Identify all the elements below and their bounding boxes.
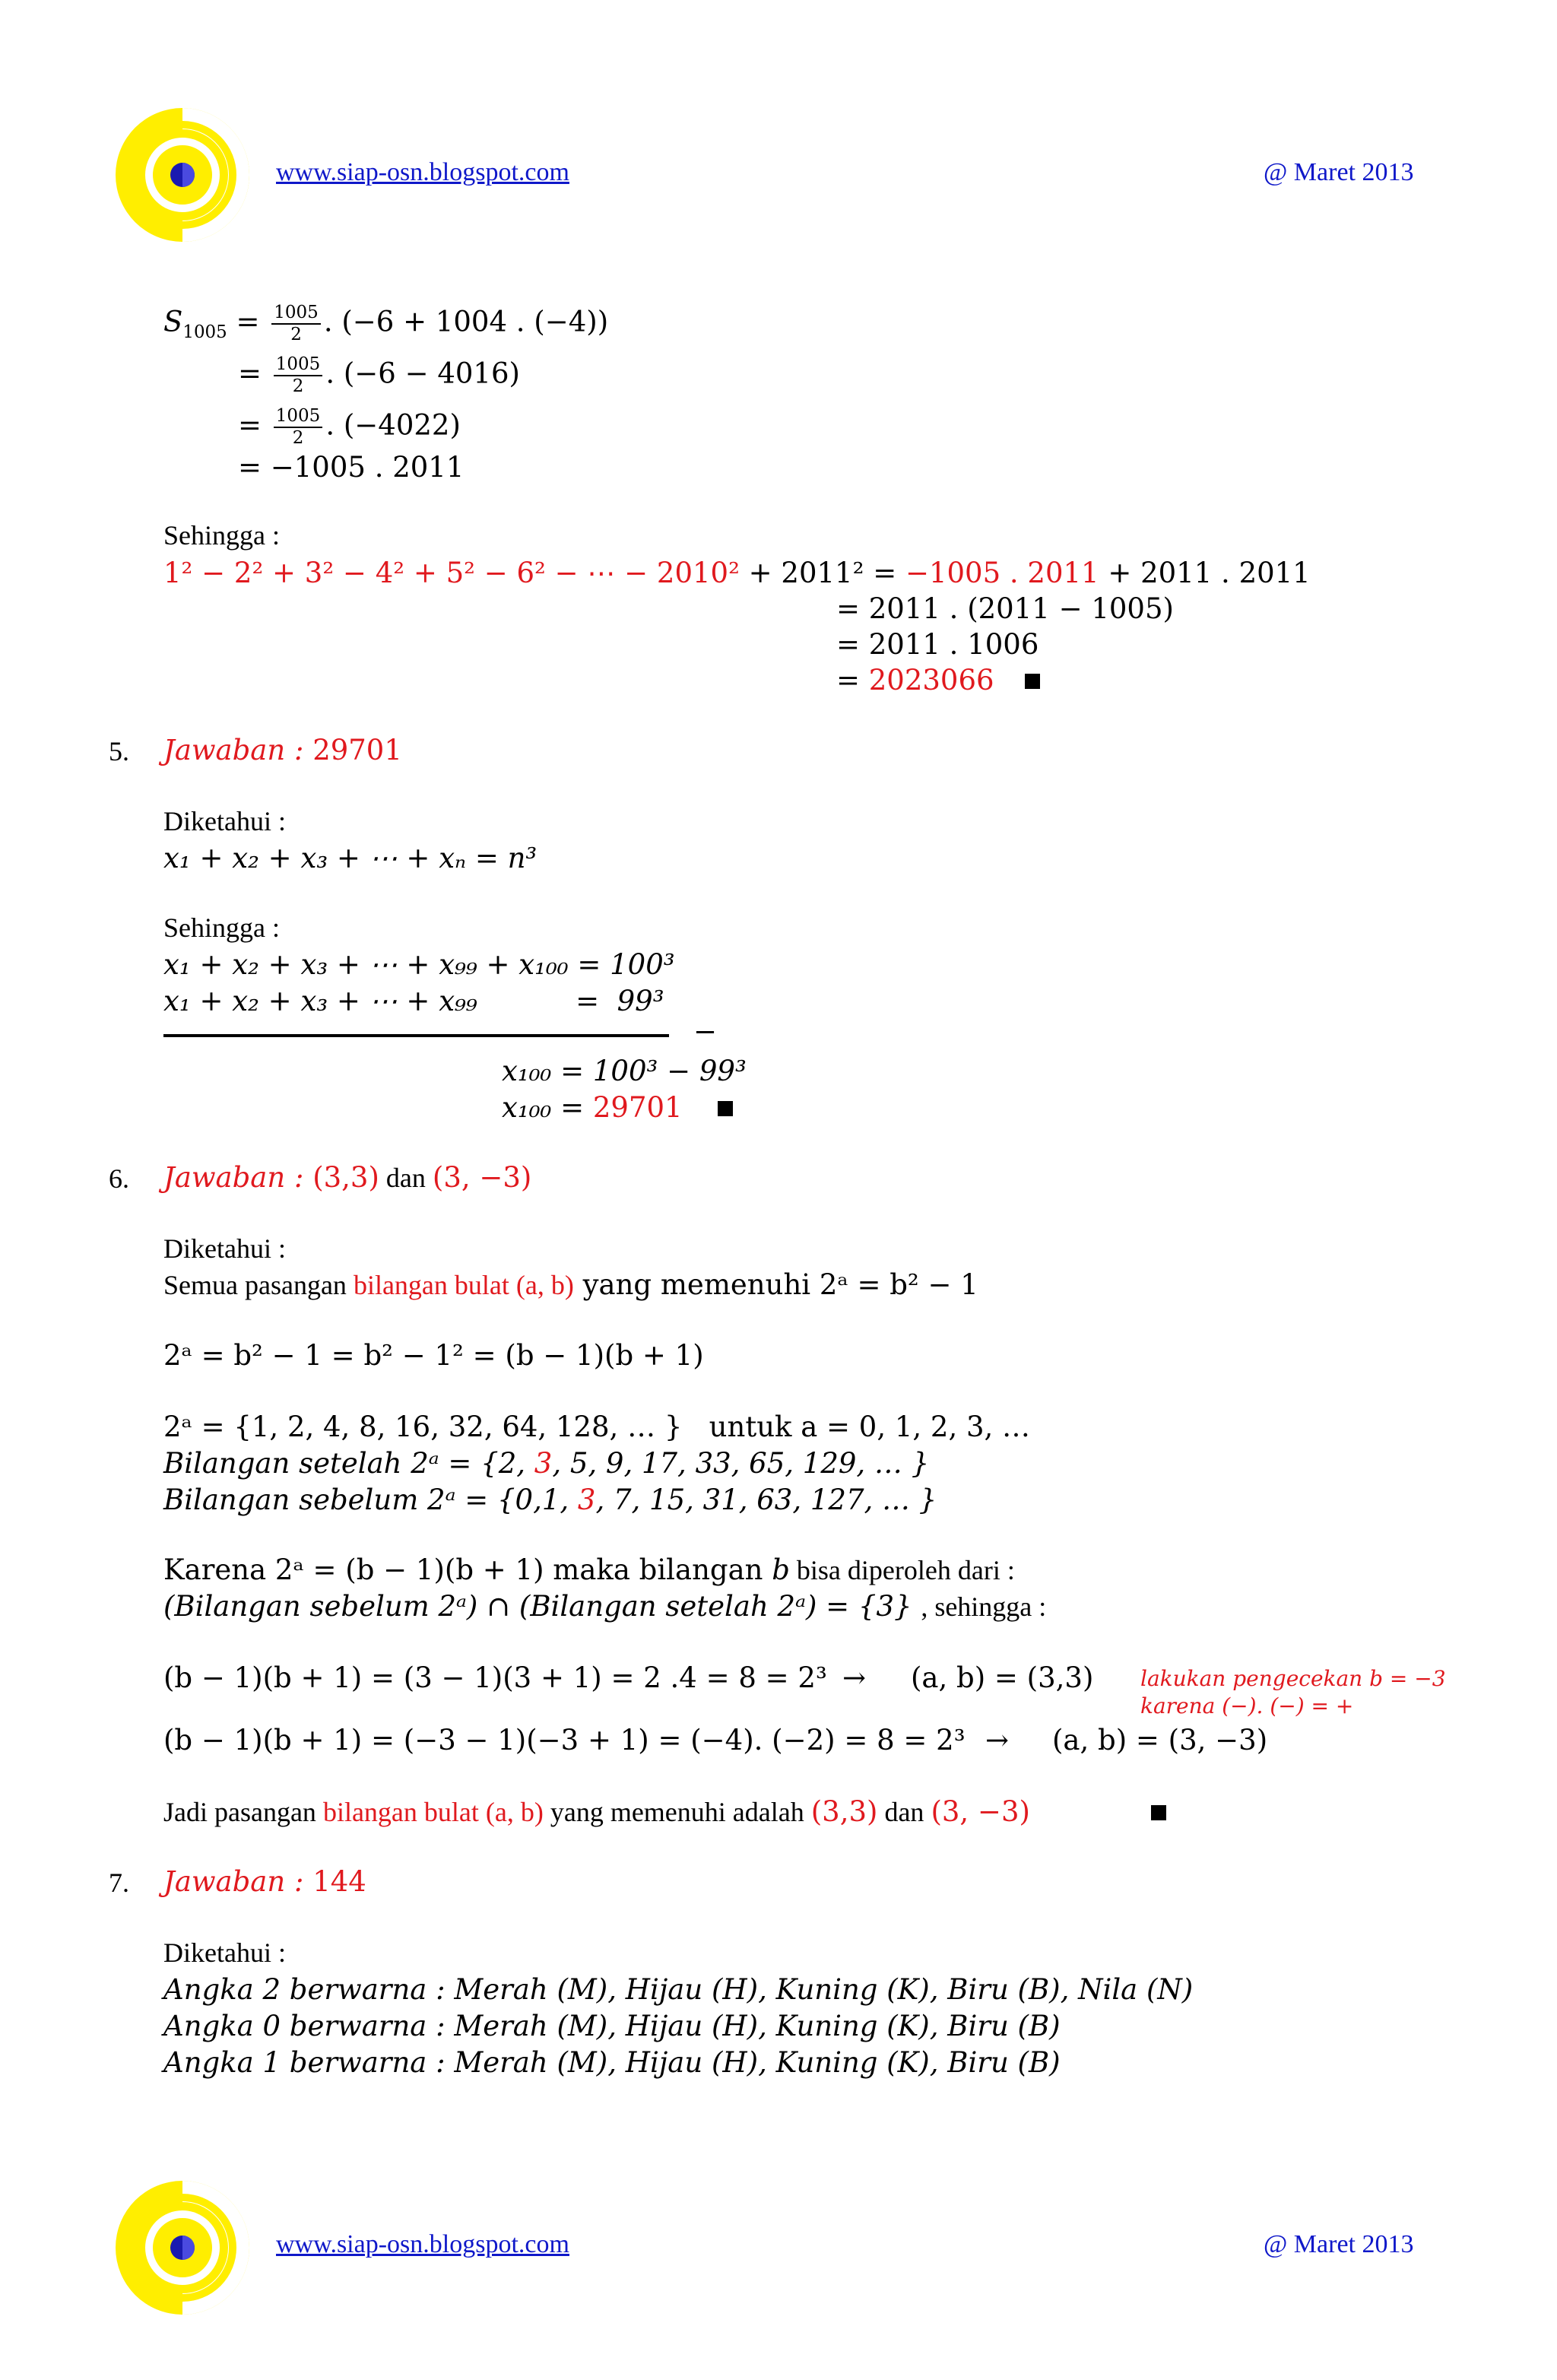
q6-set3 [163, 1486, 937, 1514]
q6-intro-red: bilangan bulat (a, b) [353, 1270, 574, 1300]
q6-intersect-expr: (Bilangan sebelum 2ᵃ) ∩ (Bilangan setelah 2ᵃ) = {3} [163, 1590, 921, 1623]
q5-answer: 29701 [312, 734, 402, 766]
q6-set3-red: 3 [577, 1484, 596, 1516]
header-url-link[interactable]: www.siap-osn.blogspot.com [276, 158, 569, 186]
q6-eq1: 2ᵃ = b² − 1 = b² − 1² = (b − 1)(b + 1) [163, 1339, 704, 1372]
answer-label: Jawaban : [163, 1865, 304, 1898]
q6-karena-b: b [772, 1553, 790, 1586]
q6-case1-result: (a, b) = (3,3) [911, 1661, 1094, 1694]
q6-number: 6. [109, 1163, 129, 1194]
q6-intersect [163, 1590, 1047, 1623]
q6-diketahui: Diketahui : [163, 1233, 286, 1264]
q5-line-4 [502, 1093, 683, 1122]
frac-num: 1005 [271, 304, 321, 325]
qed-icon [1025, 674, 1040, 689]
q6-set3-a: Bilangan sebelum 2ᵃ = {0,1, [163, 1484, 578, 1516]
eq-sign: = [836, 664, 869, 697]
sehingga-lhs-black: + 2011² [739, 557, 864, 589]
q6-answer-line [163, 1163, 531, 1192]
sehingga-line-3: = 2011 . 1006 [836, 628, 1039, 661]
sum-lhs-sub: 1005 [182, 322, 227, 342]
q5-line-1: x₁ + x₂ + x₃ + ⋯ + x₉₉ + x₁₀₀ = 100³ [163, 948, 675, 981]
q6-note-2: karena (−). (−) = + [1140, 1693, 1354, 1718]
q6-intro [163, 1268, 978, 1301]
sum-line-1-rest: . (−6 + 1004 . (−4)) [323, 305, 609, 338]
frac-num: 1005 [274, 356, 323, 376]
header-date: @ Maret 2013 [1264, 158, 1414, 186]
header-logo [114, 106, 251, 243]
q7-line-1: Angka 2 berwarna : Merah (M), Hijau (H), Kuning (K), Biru (B), Nila (N) [163, 1973, 1194, 2006]
q6-set2-b: , 5, 9, 17, 33, 65, 129, … } [552, 1447, 930, 1480]
q6-intersect-tail: , sehingga : [921, 1591, 1047, 1622]
q6-jadi-dan: dan [877, 1797, 931, 1827]
qed-icon [718, 1101, 733, 1116]
sum-line-1 [163, 304, 608, 344]
q5-l4-lhs: x₁₀₀ = [502, 1091, 593, 1124]
frac-den: 2 [290, 325, 302, 344]
q6-dan: dan [379, 1163, 433, 1193]
sum-lhs: S [163, 305, 183, 338]
q6-answer-2: (3, −3) [432, 1161, 532, 1194]
q7-line-2: Angka 0 berwarna : Merah (M), Hijau (H), Kuning (K), Biru (B) [163, 2010, 1061, 2042]
sehingga-line-4 [836, 664, 994, 697]
q6-karena-c: bisa diperoleh dari : [789, 1555, 1015, 1585]
q6-jadi-b: yang memenuhi adalah [543, 1797, 811, 1827]
q6-set2-a: Bilangan setelah 2ᵃ = {2, [163, 1447, 534, 1480]
q5-result: 29701 [592, 1091, 683, 1124]
frac-num: 1005 [274, 408, 323, 428]
q6-set2 [163, 1447, 930, 1480]
q5-line-3: x₁₀₀ = 100³ − 99³ [502, 1055, 747, 1087]
q7-answer: 144 [312, 1865, 366, 1898]
q5-diketahui: Diketahui : [163, 806, 286, 836]
sum-line-4: = −1005 . 2011 [238, 451, 465, 484]
q6-set1: 2ᵃ = {1, 2, 4, 8, 16, 32, 64, 128, … } untuk a = 0, 1, 2, 3, … [163, 1411, 1031, 1443]
sum-line-2-rest: . (−6 − 4016) [325, 357, 520, 390]
sum-line-2 [238, 356, 520, 395]
sehingga-r1-red: −1005 . 2011 [905, 557, 1099, 589]
q6-intro-b: yang memenuhi 2ᵃ = b² − 1 [573, 1268, 978, 1301]
eq-sign: = [236, 305, 260, 338]
q6-karena-a: Karena 2ᵃ = (b − 1)(b + 1) maka bilangan [163, 1553, 772, 1586]
fraction [274, 356, 323, 395]
q6-set3-b: , 7, 15, 31, 63, 127, … } [595, 1484, 937, 1516]
q6-set2-red: 3 [534, 1447, 553, 1480]
sum-line-3 [238, 408, 461, 447]
q5-line-2: x₁ + x₂ + x₃ + ⋯ + x₉₉ = 99³ [163, 985, 664, 1017]
q5-minus-sign: − [693, 1015, 718, 1048]
q6-case2-result: (a, b) = (3, −3) [1052, 1724, 1268, 1756]
answer-label: Jawaban : [163, 734, 304, 766]
q6-jadi-red: bilangan bulat (a, b) [322, 1797, 544, 1827]
frac-den: 2 [292, 428, 304, 448]
footer-date: @ Maret 2013 [1264, 2230, 1414, 2258]
answer-label: Jawaban : [163, 1161, 304, 1194]
sehingga-lhs-red: 1² − 2² + 3² − 4² + 5² − 6² − ⋯ − 2010² [163, 557, 740, 589]
q6-karena [163, 1553, 1015, 1586]
subtraction-rule [163, 1034, 669, 1037]
sehingga-result: 2023066 [868, 664, 994, 697]
qed-icon [1151, 1805, 1166, 1820]
footer-logo [114, 2179, 251, 2316]
q7-line-3: Angka 1 berwarna : Merah (M), Hijau (H), Kuning (K), Biru (B) [163, 2046, 1061, 2079]
q5-number: 5. [109, 736, 129, 766]
eq-sign: = [238, 357, 262, 390]
q6-case1: (b − 1)(b + 1) = (3 − 1)(3 + 1) = 2 .4 = 8 = 2³ [163, 1661, 827, 1694]
frac-den: 2 [292, 376, 304, 396]
sum-line-3-rest: . (−4022) [325, 408, 461, 442]
q5-sehingga: Sehingga : [163, 912, 280, 943]
q6-jadi [163, 1795, 1030, 1828]
fraction [274, 408, 323, 447]
q6-intro-a: Semua pasangan [163, 1270, 354, 1300]
q5-answer-line [163, 736, 402, 764]
footer-url-link[interactable]: www.siap-osn.blogspot.com [276, 2230, 569, 2258]
q7-number: 7. [109, 1868, 129, 1898]
q6-jadi-a: Jadi pasangan [163, 1797, 323, 1827]
sehingga-line-1 [163, 559, 1311, 587]
fraction [271, 304, 321, 344]
q6-jadi-ans-1: (3,3) [810, 1795, 878, 1828]
q6-arrow-1: → [842, 1661, 867, 1694]
q7-answer-line [163, 1865, 366, 1898]
eq-sign: = [864, 557, 905, 589]
q5-given: x₁ + x₂ + x₃ + ⋯ + xₙ = n³ [163, 842, 537, 874]
sehingga-line-2: = 2011 . (2011 − 1005) [836, 592, 1174, 625]
q6-answer-1: (3,3) [312, 1161, 379, 1194]
sehingga-r1-black: + 2011 . 2011 [1099, 557, 1311, 589]
sehingga-label: Sehingga : [163, 520, 280, 551]
q6-note-1: lakukan pengecekan b = −3 [1140, 1666, 1446, 1691]
q6-jadi-ans-2: (3, −3) [931, 1795, 1030, 1828]
q7-diketahui: Diketahui : [163, 1937, 286, 1968]
eq-sign: = [238, 408, 262, 442]
q6-case2: (b − 1)(b + 1) = (−3 − 1)(−3 + 1) = (−4). (−2) = 8 = 2³ [163, 1724, 966, 1756]
q6-arrow-2: → [985, 1724, 1010, 1756]
